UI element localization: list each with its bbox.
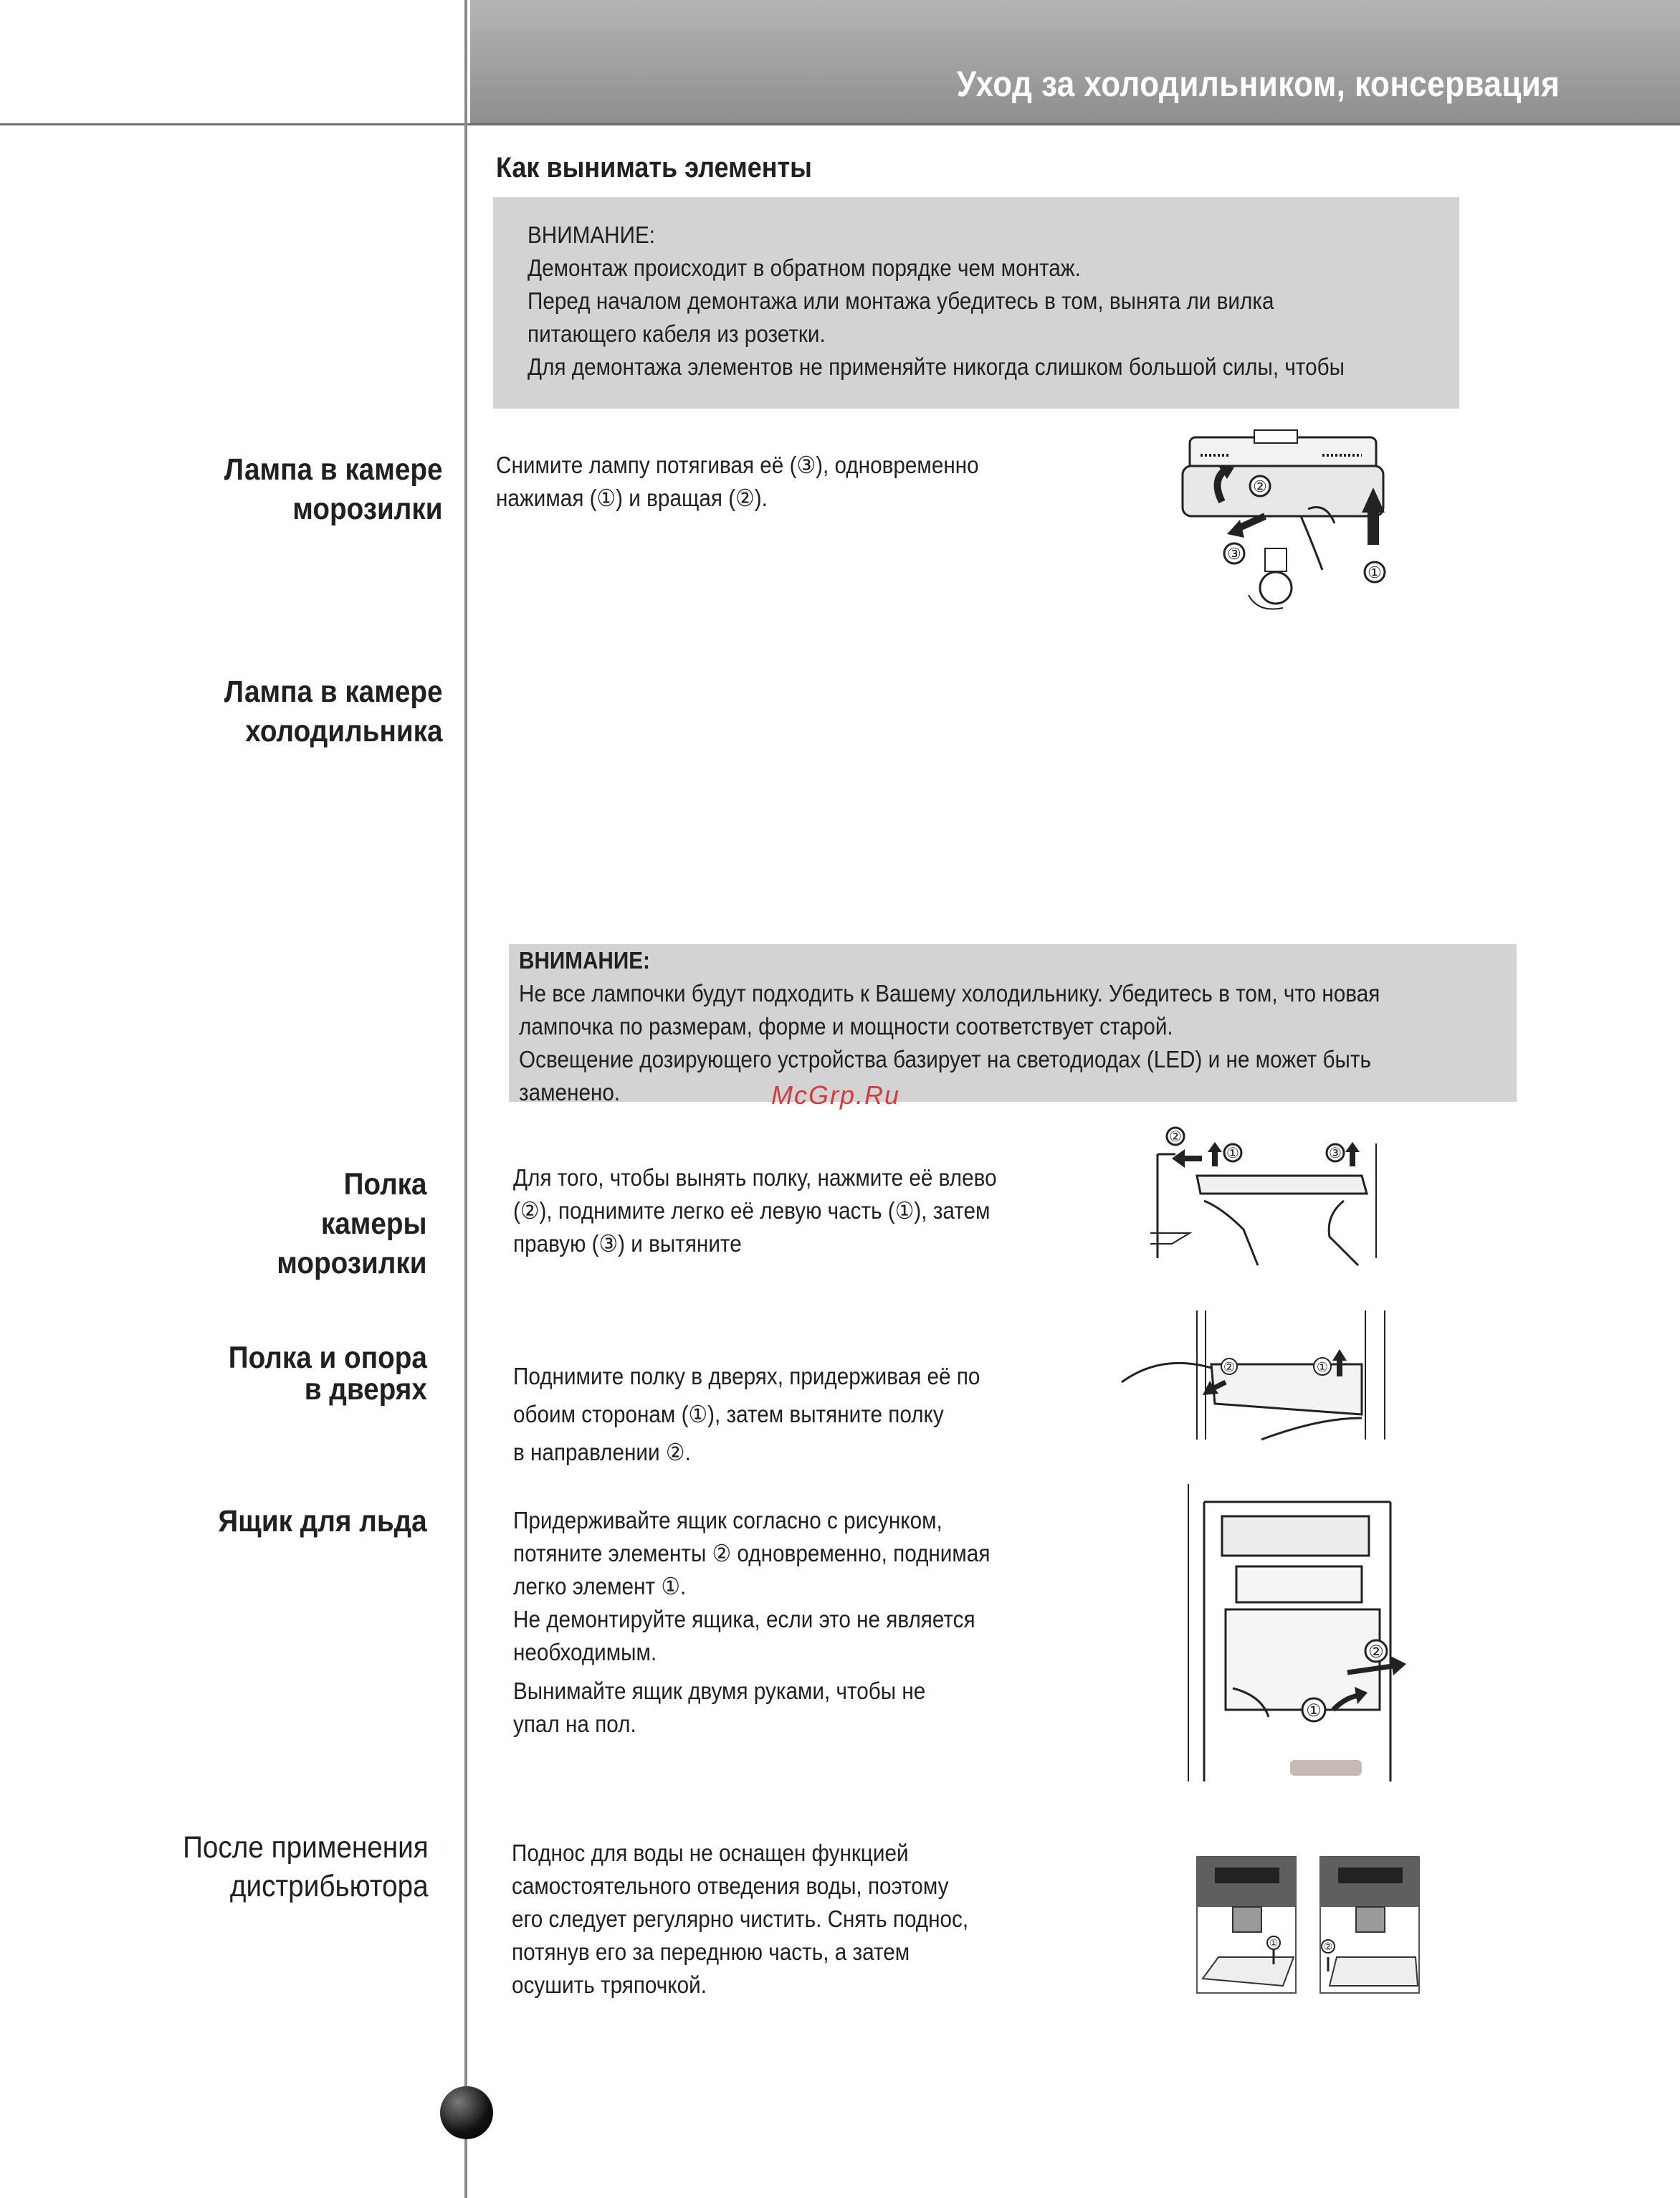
marker-1: ① [1316, 1360, 1329, 1374]
marker-2: ② [1169, 1129, 1182, 1145]
ice-box-instructions: Придерживайте ящик согласно с рисунком, потяните элементы ② одновременно, поднимая легко элемент ①. Не демонтируйте ящика, если это не является необходимым. Вынимайте ящик двумя руками, чтобы не упал на пол. [513, 1507, 991, 1737]
caution-line: лампочка по размерам, форме и мощности соответствует старой. [519, 1013, 1173, 1039]
marker-3: ③ [1227, 545, 1241, 563]
ice-box-label: Ящик для льда [218, 1504, 427, 1538]
marker-1: ① [1306, 1701, 1322, 1721]
caution-box-general [493, 197, 1459, 409]
caution-heading: ВНИМАНИЕ: [519, 947, 650, 974]
freezer-shelf-illustration [1143, 1122, 1387, 1283]
caution-line: Демонтаж происходит в обратном порядке чем монтаж. [528, 254, 1081, 281]
page-marker-dot [440, 2086, 493, 2139]
page-header-title: Уход за холодильником, консервация [956, 64, 1560, 104]
section-title: Как вынимать элементы [496, 152, 812, 184]
caution-line: Освещение дозирующего устройства базирует на светодиодах (LED) и не может быть [519, 1046, 1371, 1072]
freezer-lamp-instructions: Снимите лампу потягивая её (③), одновременно нажимая (①) и вращая (②). [496, 452, 979, 511]
caution-line: заменено. [519, 1079, 621, 1105]
left-margin-divider [464, 0, 467, 2198]
caution-line: питающего кабеля из розетки. [528, 320, 826, 347]
marker-1: ① [1269, 1937, 1279, 1949]
marker-2: ② [1253, 477, 1267, 495]
header-divider [0, 123, 1680, 125]
watermark: McGrp.Ru [771, 1080, 901, 1110]
dispenser-illustration [1190, 1850, 1426, 2004]
freezer-lamp-label: Лампа в камере морозилки [224, 452, 443, 526]
caution-line: ВНИМАНИЕ: [528, 222, 656, 248]
caution-bulbs-text [519, 944, 1380, 1109]
door-shelf-label: Полка и опора в дверях [228, 1341, 427, 1407]
caution-box-bulbs [509, 944, 1517, 1105]
marker-2: ② [1368, 1642, 1384, 1662]
header-bar [470, 0, 1680, 123]
caution-line: Для демонтажа элементов не применяйте никогда слишком большой силы, чтобы [528, 353, 1345, 380]
marker-2: ② [1223, 1360, 1236, 1374]
marker-3: ③ [1329, 1146, 1342, 1161]
caution-text [528, 219, 1345, 384]
caution-line: Перед началом демонтажа или монтажа убедитесь в том, вынята ли вилка [528, 287, 1274, 314]
freezer-shelf-instructions: Для того, чтобы вынять полку, нажмите её влево (②), поднимите легко её левую часть (①), затем правую (③) и вытяните [513, 1164, 997, 1257]
marker-1: ① [1226, 1146, 1239, 1161]
fridge-lamp-label: Лампа в камере холодильника [224, 675, 443, 748]
dispenser-label: После применения дистрибьютора [183, 1830, 429, 1903]
ice-box-illustration [1183, 1480, 1419, 1785]
marker-1: ① [1368, 563, 1382, 581]
marker-2: ② [1323, 1941, 1333, 1952]
dispenser-instructions: Поднос для воды не оснащен функцией самостоятельного отведения воды, поэтому его следует регулярно чистить. Снять поднос, потянув его за переднюю часть, а затем осушить тряпочкой. [512, 1840, 969, 1998]
door-shelf-illustration [1118, 1310, 1398, 1443]
freezer-shelf-label: Полка камеры морозилки [277, 1167, 427, 1280]
caution-line: Не все лампочки будут подходить к Вашему холодильнику. Убедитесь в том, что новая [519, 980, 1380, 1007]
freezer-lamp-illustration [1168, 416, 1412, 631]
door-shelf-instructions: Поднимите полку в дверях, придерживая её по обоим сторонам (①), затем вытяните полку в направлении ②. [513, 1363, 980, 1465]
